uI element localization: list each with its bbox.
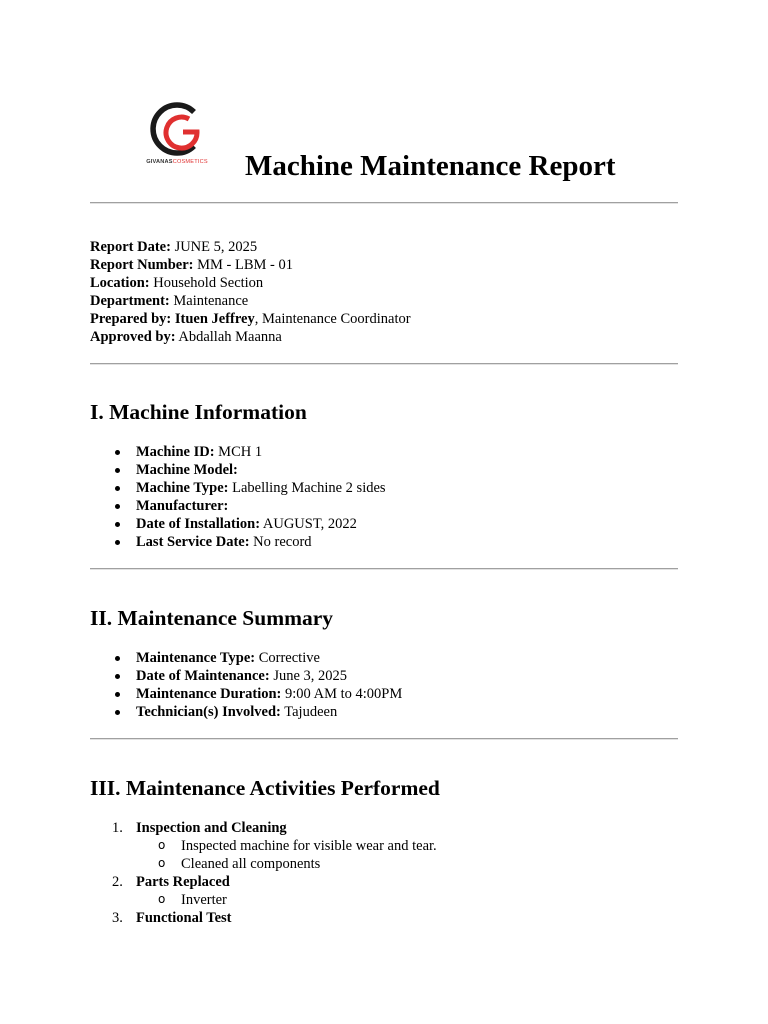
item-label: Functional Test	[136, 910, 232, 926]
list-item	[90, 703, 402, 721]
machine-info-list	[90, 443, 386, 551]
meta-value: Abdallah Maanna	[178, 329, 282, 345]
list-item	[90, 515, 386, 533]
meta-location	[90, 274, 411, 292]
meta-value-name: Ituen Jeffrey	[174, 311, 255, 327]
item-label: Maintenance Type:	[136, 650, 256, 666]
logo-mark-icon	[137, 100, 217, 158]
meta-report-date	[90, 238, 411, 256]
item-value: Corrective	[258, 650, 320, 666]
divider	[90, 363, 678, 365]
item-label: Maintenance Duration:	[136, 686, 282, 702]
meta-label: Report Date:	[90, 239, 171, 255]
meta-department	[90, 292, 411, 310]
item-number: 3.	[112, 910, 123, 926]
maintenance-summary-list	[90, 649, 402, 721]
item-label: Technician(s) Involved:	[136, 704, 281, 720]
list-item	[90, 497, 386, 515]
list-item	[90, 479, 386, 497]
logo-wordmark-part1: GIVANAS	[146, 159, 173, 165]
list-item	[90, 649, 402, 667]
report-meta	[90, 238, 411, 346]
item-label: Date of Installation:	[136, 516, 261, 532]
item-value: MCH 1	[218, 444, 263, 460]
item-label: Machine ID:	[136, 444, 215, 460]
page-title: Machine Maintenance Report	[245, 150, 616, 182]
list-item	[90, 909, 437, 927]
sub-bullet-icon: o	[158, 892, 166, 906]
item-number: 1.	[112, 820, 123, 836]
list-item	[90, 443, 386, 461]
meta-prepared-by	[90, 310, 411, 328]
sub-item-text: Cleaned all components	[181, 856, 321, 872]
section-heading-maintenance-summary: II. Maintenance Summary	[90, 606, 334, 630]
item-label: Machine Type:	[136, 480, 229, 496]
item-value: Labelling Machine 2 sides	[232, 480, 386, 496]
item-label: Manufacturer:	[136, 498, 229, 514]
list-item	[90, 873, 437, 909]
item-label: Date of Maintenance:	[136, 668, 270, 684]
meta-value: , Maintenance Coordinator	[254, 311, 411, 327]
item-value: No record	[253, 534, 312, 550]
meta-value: Household Section	[153, 275, 264, 291]
item-label: Machine Model:	[136, 462, 238, 478]
meta-value: JUNE 5, 2025	[174, 239, 258, 255]
list-item	[90, 685, 402, 703]
item-value: 9:00 AM to 4:00PM	[285, 686, 403, 702]
sub-item-text: Inverter	[181, 892, 227, 908]
logo-wordmark-part2: COSMETICS	[172, 159, 208, 165]
company-logo	[137, 100, 217, 170]
item-label: Inspection and Cleaning	[136, 820, 287, 836]
meta-report-number	[90, 256, 411, 274]
sub-bullet-icon: o	[158, 856, 166, 870]
meta-approved-by	[90, 328, 411, 346]
list-item	[90, 461, 386, 479]
list-item	[90, 667, 402, 685]
logo-wordmark	[137, 159, 217, 165]
item-value: AUGUST, 2022	[262, 516, 357, 532]
meta-value: MM - LBM - 01	[197, 257, 293, 273]
sub-bullet-icon: o	[158, 838, 166, 852]
list-item	[90, 819, 437, 873]
item-label: Last Service Date:	[136, 534, 250, 550]
meta-label: Prepared by:	[90, 311, 172, 327]
meta-label: Location:	[90, 275, 150, 291]
meta-label: Report Number:	[90, 257, 194, 273]
divider	[90, 738, 678, 740]
item-value: Tajudeen	[284, 704, 338, 720]
item-value: June 3, 2025	[273, 668, 348, 684]
meta-label: Department:	[90, 293, 170, 309]
meta-label: Approved by:	[90, 329, 176, 345]
item-label: Parts Replaced	[136, 874, 230, 890]
divider	[90, 568, 678, 570]
section-heading-machine-info: I. Machine Information	[90, 400, 307, 424]
divider	[90, 202, 678, 204]
sub-item-text: Inspected machine for visible wear and tear.	[181, 838, 437, 854]
item-number: 2.	[112, 874, 123, 890]
activities-list	[90, 819, 437, 927]
sub-list-item	[136, 855, 437, 873]
section-heading-activities: III. Maintenance Activities Performed	[90, 776, 440, 800]
sub-list-item	[136, 891, 437, 909]
list-item	[90, 533, 386, 551]
meta-value: Maintenance	[173, 293, 249, 309]
sub-list-item	[136, 837, 437, 855]
